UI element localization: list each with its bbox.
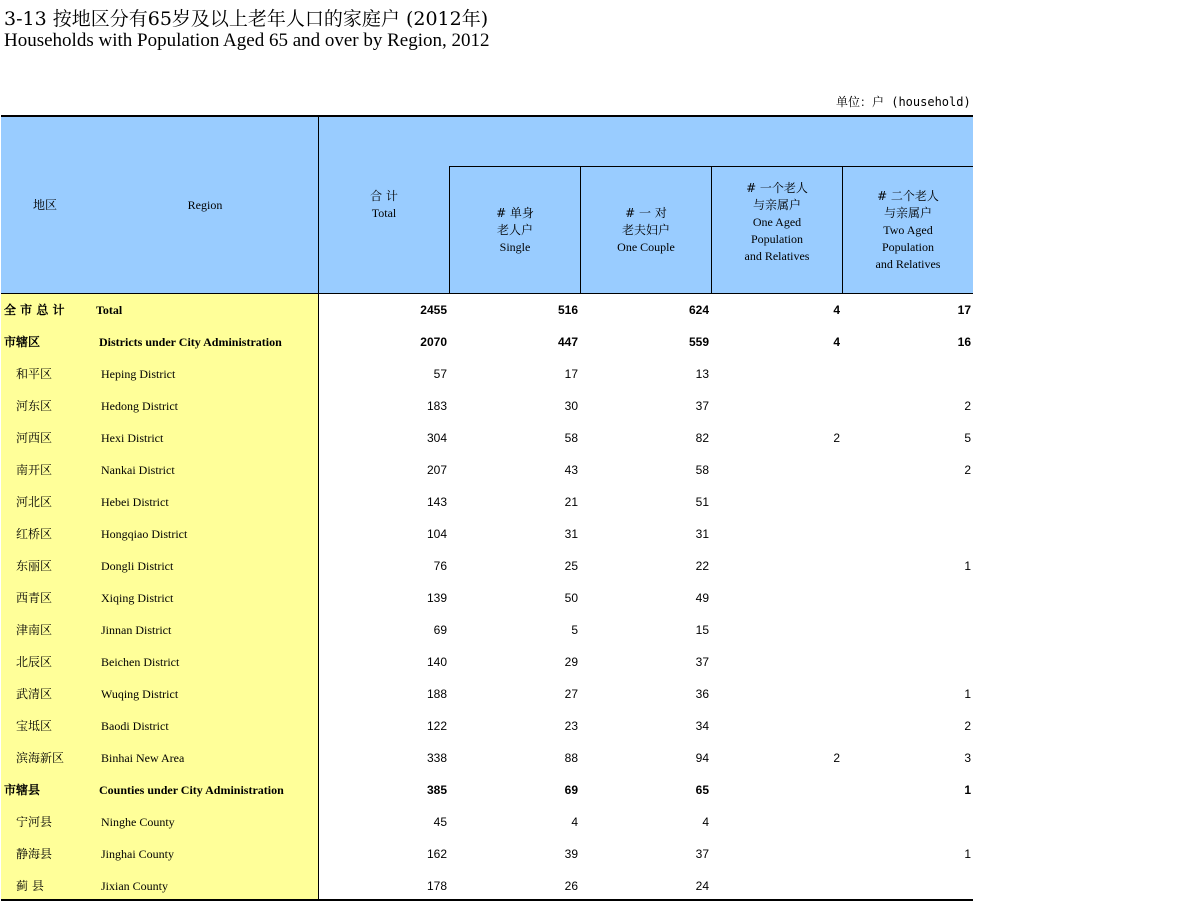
value-single: 39 xyxy=(564,847,578,861)
region-name-cn: 东丽区 xyxy=(16,559,53,573)
header-one-couple: # 一 对 老夫妇户 One Couple xyxy=(617,206,675,254)
region-name-en: Districts under City Administration xyxy=(99,335,282,349)
value-single: 58 xyxy=(564,431,578,445)
value-total: 162 xyxy=(426,847,447,861)
value-single: 88 xyxy=(564,751,578,765)
region-name-en: Jinnan District xyxy=(101,623,172,637)
value-single: 26 xyxy=(564,879,578,893)
region-name-en: Ninghe County xyxy=(101,815,175,829)
value-one-couple: 24 xyxy=(695,879,709,893)
header-two-aged: # 二个老人 与亲属户 Two Aged Population and Relatives xyxy=(875,189,941,271)
region-name-cn: 河北区 xyxy=(16,495,53,509)
value-single: 50 xyxy=(564,591,578,605)
region-name-en: Total xyxy=(96,303,123,317)
region-name-cn: 南开区 xyxy=(16,463,53,477)
region-name-en: Xiqing District xyxy=(101,591,174,605)
value-total: 304 xyxy=(426,431,447,445)
value-total: 385 xyxy=(426,783,447,797)
value-total: 188 xyxy=(426,687,447,701)
value-single: 30 xyxy=(564,399,578,413)
region-name-en: Nankai District xyxy=(101,463,175,477)
table-row xyxy=(1,550,973,582)
value-total: 104 xyxy=(426,527,447,541)
value-one-couple: 34 xyxy=(695,719,709,733)
region-name-cn: 西青区 xyxy=(16,591,53,605)
region-name-cn: 市辖县 xyxy=(4,783,41,797)
value-single: 23 xyxy=(564,719,578,733)
page-title-cn: 3-13 按地区分有65岁及以上老年人口的家庭户 (2012年) xyxy=(4,8,489,30)
region-name-cn: 滨海新区 xyxy=(16,751,65,765)
table-row xyxy=(1,806,973,838)
value-two-aged: 1 xyxy=(964,847,971,861)
region-name-en: Jinghai County xyxy=(101,847,175,861)
table-row xyxy=(1,518,973,550)
value-one-couple: 82 xyxy=(695,431,709,445)
table-row xyxy=(1,294,973,326)
value-one-couple: 624 xyxy=(688,303,709,317)
value-single: 43 xyxy=(564,463,578,477)
value-single: 4 xyxy=(571,815,578,829)
value-one-couple: 51 xyxy=(695,495,709,509)
value-total: 140 xyxy=(426,655,447,669)
value-total: 207 xyxy=(426,463,447,477)
page-title-en: Households with Population Aged 65 and over by Region, 2012 xyxy=(4,30,490,51)
header-region-en: Region xyxy=(187,198,223,212)
header-region-cn: 地区 xyxy=(32,198,57,212)
region-name-en: Beichen District xyxy=(101,655,180,669)
table-row xyxy=(1,486,973,518)
value-single: 25 xyxy=(564,559,578,573)
value-single: 29 xyxy=(564,655,578,669)
region-name-cn: 宝坻区 xyxy=(16,719,53,733)
table-row xyxy=(1,454,973,486)
value-one-aged: 4 xyxy=(833,303,840,317)
value-one-couple: 15 xyxy=(695,623,709,637)
value-total: 2455 xyxy=(420,303,447,317)
region-name-cn: 市辖区 xyxy=(4,335,41,349)
value-single: 447 xyxy=(557,335,578,349)
region-name-en: Dongli District xyxy=(101,559,174,573)
value-total: 122 xyxy=(426,719,447,733)
value-one-couple: 13 xyxy=(695,367,709,381)
region-name-en: Baodi District xyxy=(101,719,169,733)
region-name-en: Heping District xyxy=(101,367,176,381)
value-total: 178 xyxy=(426,879,447,893)
header-total: 合 计 Total xyxy=(370,189,398,220)
value-total: 45 xyxy=(433,815,447,829)
value-two-aged: 16 xyxy=(957,335,971,349)
header-one-aged: # 一个老人 与亲属户 One Aged Population and Relatives xyxy=(744,181,810,263)
value-two-aged: 2 xyxy=(964,463,971,477)
value-total: 139 xyxy=(426,591,447,605)
value-two-aged: 1 xyxy=(964,559,971,573)
region-name-cn: 蓟 县 xyxy=(16,879,44,893)
region-name-en: Hebei District xyxy=(101,495,169,509)
table-row xyxy=(1,582,973,614)
table-row xyxy=(1,390,973,422)
value-total: 76 xyxy=(433,559,447,573)
value-one-couple: 94 xyxy=(695,751,709,765)
value-total: 57 xyxy=(433,367,447,381)
region-name-cn: 静海县 xyxy=(16,847,53,861)
region-name-cn: 北辰区 xyxy=(16,655,53,669)
value-one-couple: 37 xyxy=(695,655,709,669)
value-total: 143 xyxy=(426,495,447,509)
header-single: # 单身 老人户 Single xyxy=(496,206,534,254)
table-row xyxy=(1,358,973,390)
region-name-cn: 红桥区 xyxy=(16,527,53,541)
value-one-couple: 37 xyxy=(695,847,709,861)
value-two-aged: 2 xyxy=(964,719,971,733)
value-two-aged: 17 xyxy=(957,303,971,317)
value-total: 183 xyxy=(426,399,447,413)
value-single: 21 xyxy=(564,495,578,509)
table-row xyxy=(1,326,973,358)
region-name-en: Binhai New Area xyxy=(101,751,185,765)
value-total: 338 xyxy=(426,751,447,765)
table-row xyxy=(1,870,973,902)
table-row xyxy=(1,646,973,678)
header-subdivider xyxy=(449,166,973,167)
table-row xyxy=(1,774,973,806)
region-name-en: Hexi District xyxy=(101,431,164,445)
value-one-aged: 4 xyxy=(833,335,840,349)
value-single: 27 xyxy=(564,687,578,701)
value-two-aged: 1 xyxy=(964,783,971,797)
value-single: 31 xyxy=(564,527,578,541)
value-one-couple: 65 xyxy=(695,783,709,797)
table-row xyxy=(1,678,973,710)
value-single: 516 xyxy=(557,303,578,317)
table-row xyxy=(1,710,973,742)
region-name-cn: 津南区 xyxy=(16,623,53,637)
region-name-en: Wuqing District xyxy=(101,687,179,701)
region-name-en: Hongqiao District xyxy=(101,527,188,541)
region-name-en: Jixian County xyxy=(101,879,169,893)
value-one-couple: 49 xyxy=(695,591,709,605)
region-name-cn: 河西区 xyxy=(16,431,53,445)
value-one-couple: 31 xyxy=(695,527,709,541)
table-row xyxy=(1,422,973,454)
table-row xyxy=(1,742,973,774)
unit-label: 单位：户 (household) xyxy=(836,95,971,109)
region-name-cn: 全 市 总 计 xyxy=(4,303,65,317)
region-name-cn: 和平区 xyxy=(16,367,53,381)
value-single: 5 xyxy=(571,623,578,637)
value-one-couple: 4 xyxy=(702,815,709,829)
region-name-cn: 武清区 xyxy=(16,687,53,701)
region-name-cn: 河东区 xyxy=(16,399,53,413)
value-total: 2070 xyxy=(420,335,447,349)
region-name-cn: 宁河县 xyxy=(16,815,53,829)
value-two-aged: 2 xyxy=(964,399,971,413)
value-one-couple: 36 xyxy=(695,687,709,701)
value-one-couple: 559 xyxy=(688,335,709,349)
value-one-couple: 58 xyxy=(695,463,709,477)
value-single: 17 xyxy=(564,367,578,381)
value-one-aged: 2 xyxy=(833,431,840,445)
value-two-aged: 5 xyxy=(964,431,971,445)
value-total: 69 xyxy=(433,623,447,637)
value-one-aged: 2 xyxy=(833,751,840,765)
region-name-en: Hedong District xyxy=(101,399,178,413)
value-one-couple: 22 xyxy=(695,559,709,573)
value-two-aged: 3 xyxy=(964,751,971,765)
region-name-en: Counties under City Administration xyxy=(99,783,284,797)
table-row xyxy=(1,614,973,646)
table-row xyxy=(1,838,973,870)
value-single: 69 xyxy=(564,783,578,797)
value-one-couple: 37 xyxy=(695,399,709,413)
value-two-aged: 1 xyxy=(964,687,971,701)
